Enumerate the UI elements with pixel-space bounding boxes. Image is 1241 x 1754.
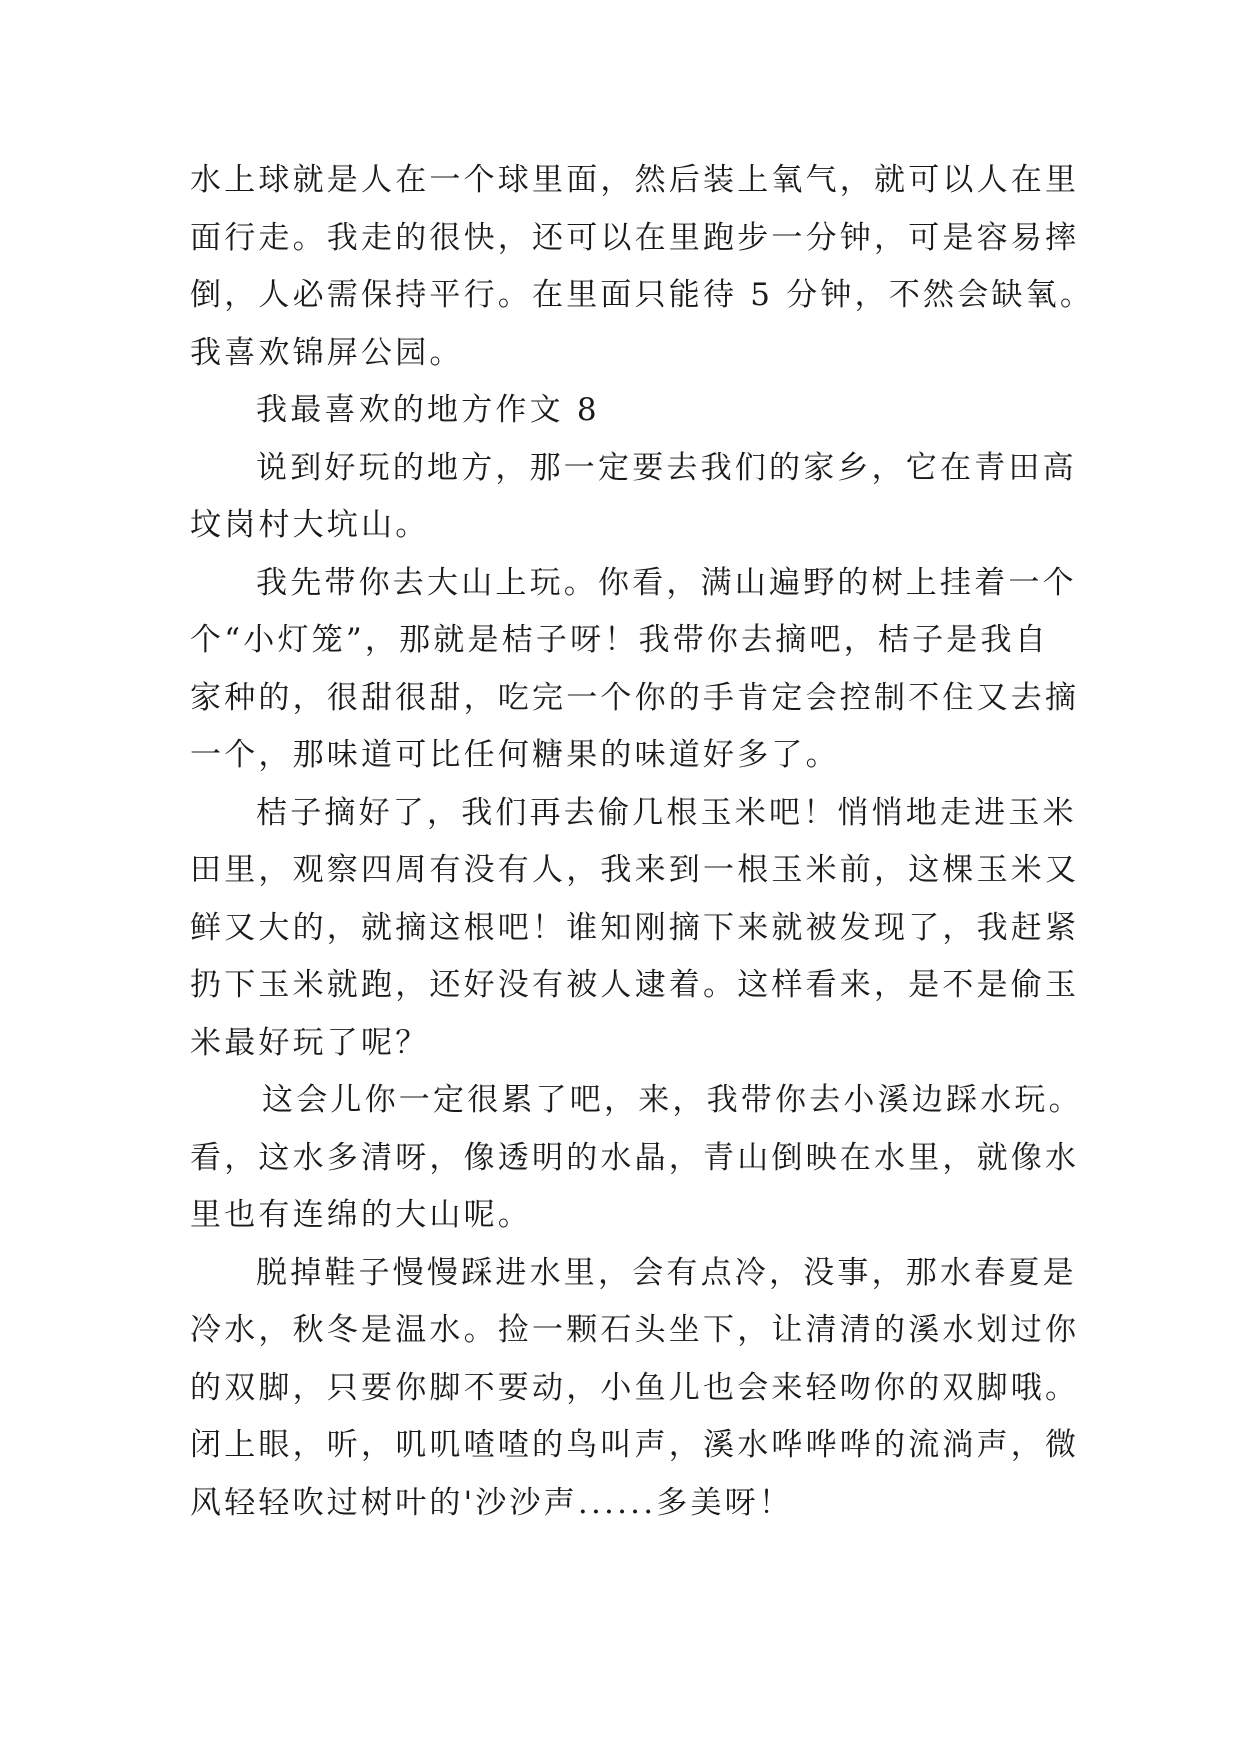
paragraph-start-line: 桔子摘好了，我们再去偷几根玉米吧！悄悄地走进玉米: [256, 794, 1077, 831]
text-line: 面行走。我走的很快，还可以在里跑步一分钟，可是容易摔: [190, 219, 1080, 256]
text-line: 坟岗村大坑山。: [190, 507, 430, 543]
text-line: 冷水，秋冬是温水。捡一颗石头坐下，让清清的溪水划过你: [190, 1312, 1080, 1348]
text-line: 倒，人必需保持平行。在里面只能待 5 分钟，不然会缺氧。: [190, 277, 1095, 313]
text-line: 闭上眼，听，叽叽喳喳的鸟叫声，溪水哗哗哗的流淌声，微: [190, 1427, 1080, 1463]
text-line: 的双脚，只要你脚不要动，小鱼儿也会来轻吻你的双脚哦。: [190, 1369, 1080, 1406]
paragraph-start-line: 说到好玩的地方，那一定要去我们的家乡，它在青田高: [256, 449, 1077, 486]
text-line: 一个，那味道可比任何糖果的味道好多了。: [190, 737, 840, 773]
text-line: 扔下玉米就跑，还好没有被人逮着。这样看来，是不是偷玉: [190, 967, 1080, 1003]
essay-title: 我最喜欢的地方作文 8: [256, 392, 600, 428]
text-line: 风轻轻吹过树叶的'沙沙声......多美呀！: [190, 1484, 794, 1521]
text-line: 我喜欢锦屏公园。: [190, 334, 464, 371]
text-line: 家种的，很甜很甜，吃完一个你的手肯定会控制不住又去摘: [190, 679, 1080, 716]
text-line: 田里，观察四周有没有人，我来到一根玉米前，这棵玉米又: [190, 852, 1080, 888]
text-line: 水上球就是人在一个球里面，然后装上氧气，就可以人在里: [190, 162, 1080, 198]
text-line: 鲜又大的，就摘这根吧！谁知刚摘下来就被发现了，我赶紧: [190, 909, 1080, 946]
essay-body: [190, 152, 1095, 1532]
paragraph-start-line: 我先带你去大山上玩。你看，满山遍野的树上挂着一个: [256, 564, 1077, 601]
paragraph-start-line: 这会儿你一定很累了吧，来，我带你去小溪边踩水玩。: [262, 1082, 1083, 1118]
paragraph-start-line: 脱掉鞋子慢慢踩进水里，会有点冷，没事，那水春夏是: [256, 1254, 1077, 1291]
text-line: 米最好玩了呢？: [190, 1024, 430, 1061]
text-line: 里也有连绵的大山呢。: [190, 1197, 532, 1233]
text-line: 看，这水多清呀，像透明的水晶，青山倒映在水里，就像水: [190, 1139, 1080, 1176]
text-line: 个“小灯笼”，那就是桔子呀！我带你去摘吧，桔子是我自: [190, 622, 1049, 658]
